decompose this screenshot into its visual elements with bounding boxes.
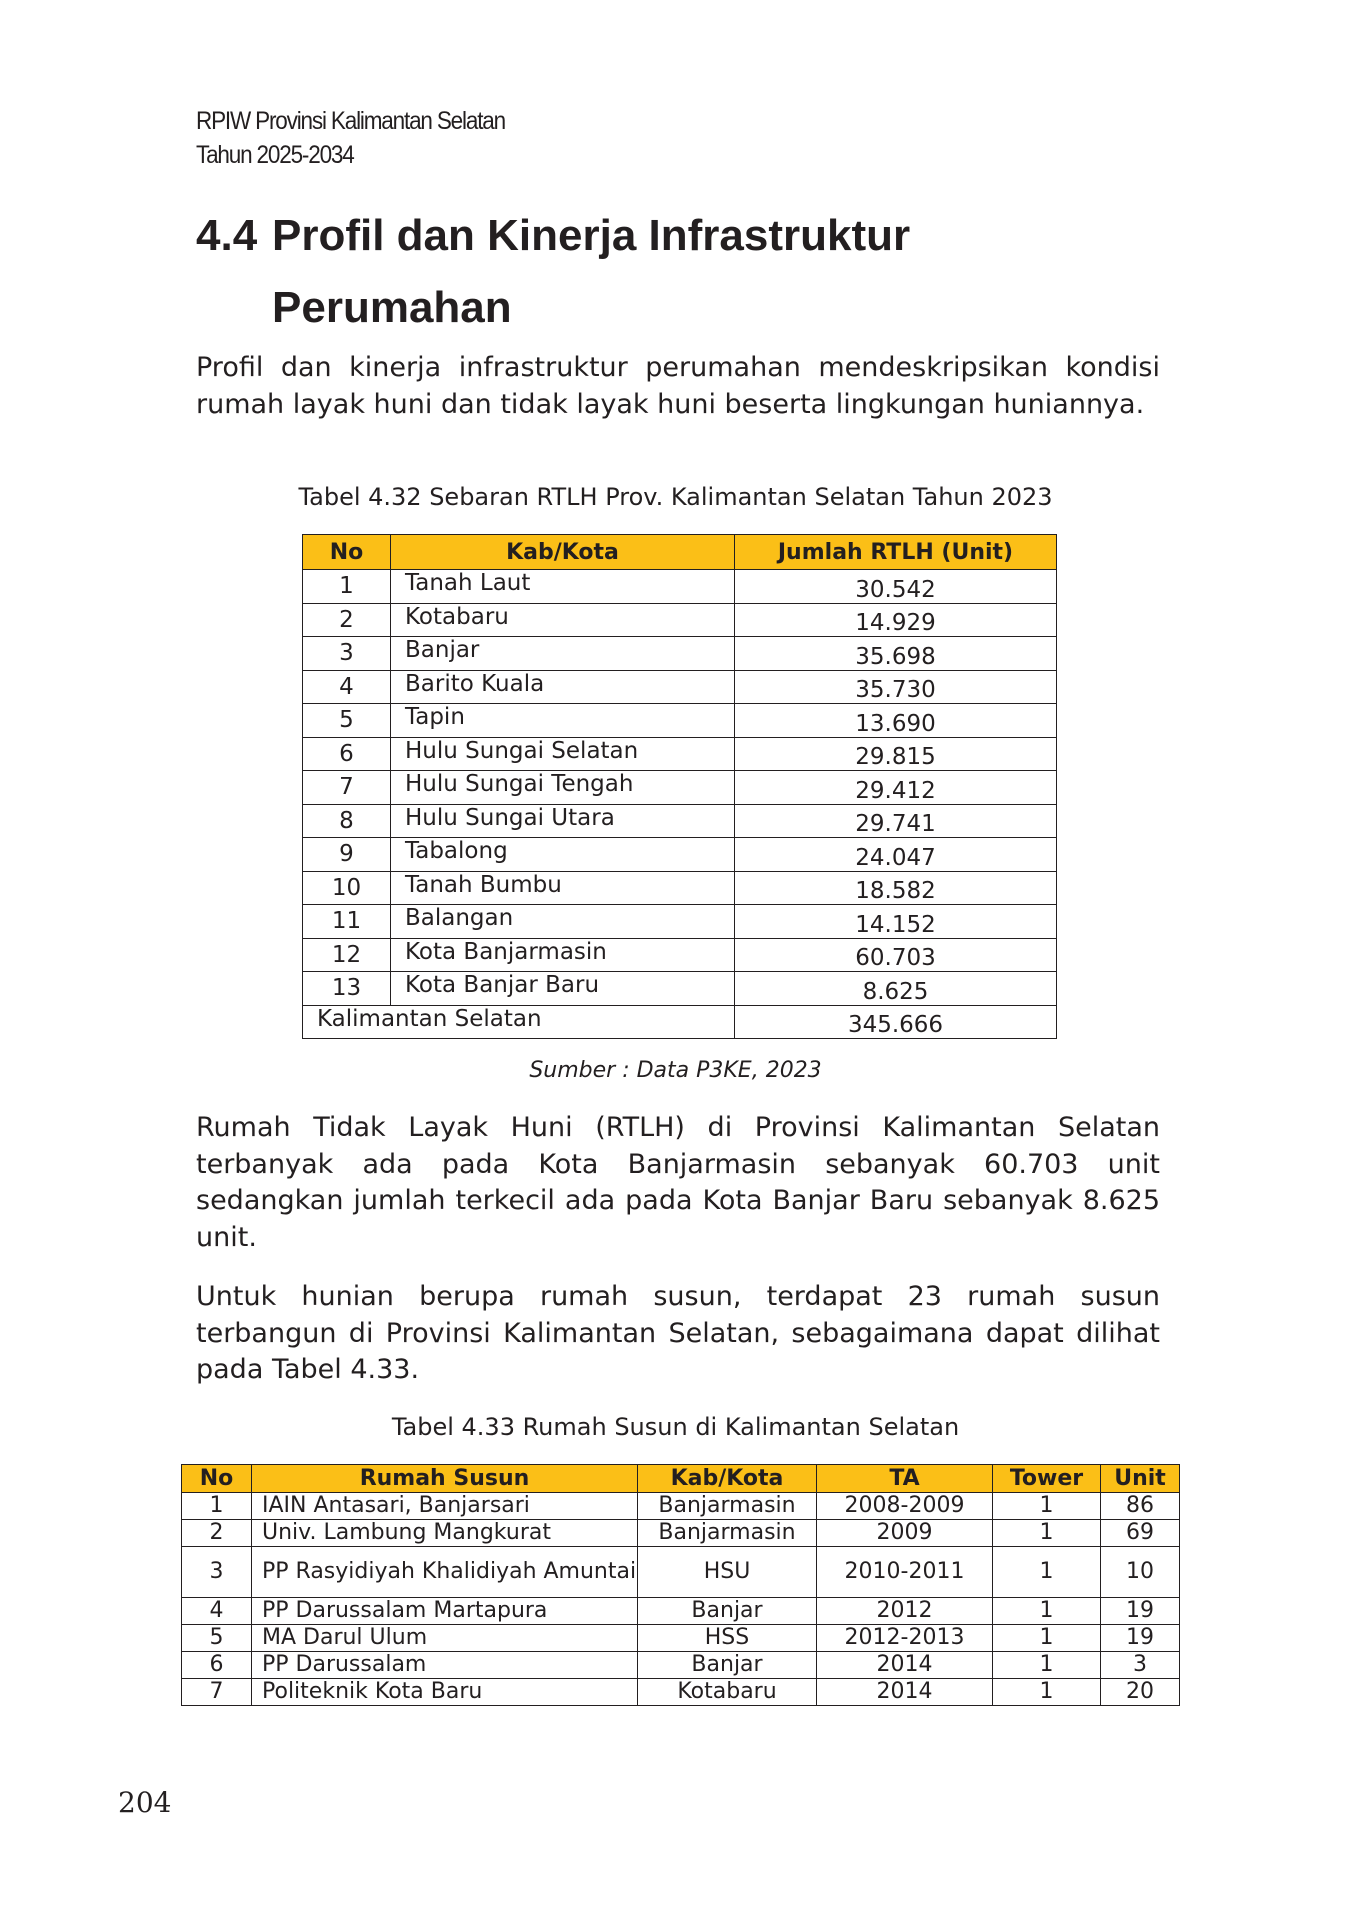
table-row <box>182 1652 1180 1679</box>
cell-rumah-susun: PP Darussalam Martapura <box>252 1598 638 1625</box>
cell-no: 2 <box>303 603 391 637</box>
col-header-kab-kota: Kab/Kota <box>391 535 735 570</box>
table-row <box>182 1625 1180 1652</box>
cell-ta: 2014 <box>817 1679 993 1706</box>
cell-kab-kota: Tabalong <box>391 838 735 872</box>
table-row <box>303 570 1057 604</box>
table-row <box>303 704 1057 738</box>
table-4-32-caption: Tabel 4.32 Sebaran RTLH Prov. Kalimantan Selatan Tahun 2023 <box>298 483 1053 511</box>
cell-jumlah: 29.412 <box>735 771 1057 805</box>
cell-kab-kota: Tapin <box>391 704 735 738</box>
rtlh-summary-paragraph: Rumah Tidak Layak Huni (RTLH) di Provinsi Kalimantan Selatan terbanyak ada pada Kota Banjarmasin sebanyak 60.703 unit sedangkan jumlah terkecil ada pada Kota Banjar Baru sebanyak 8.625 unit. <box>196 1112 1160 1253</box>
cell-no: 10 <box>303 871 391 905</box>
table-header-row <box>182 1465 1180 1493</box>
cell-ta: 2010-2011 <box>817 1547 993 1598</box>
cell-kab-kota: HSS <box>638 1625 817 1652</box>
table-row <box>182 1679 1180 1706</box>
cell-kab-kota: Banjar <box>391 637 735 671</box>
cell-no: 7 <box>182 1679 252 1706</box>
cell-tower: 1 <box>993 1520 1101 1547</box>
cell-ta: 2014 <box>817 1652 993 1679</box>
col-header-no: No <box>182 1465 252 1493</box>
rusun-intro-paragraph: Untuk hunian berupa rumah susun, terdapat 23 rumah susun terbangun di Provinsi Kalimantan Selatan, sebagaimana dapat dilihat pada Tabel 4.33. <box>196 1281 1160 1385</box>
col-header-rumah-susun: Rumah Susun <box>252 1465 638 1493</box>
cell-unit: 19 <box>1101 1598 1180 1625</box>
cell-kab-kota: HSU <box>638 1547 817 1598</box>
total-value: 345.666 <box>735 1005 1057 1039</box>
table-row <box>303 670 1057 704</box>
table-row <box>182 1598 1180 1625</box>
cell-kab-kota: Kota Banjarmasin <box>391 938 735 972</box>
cell-no: 7 <box>303 771 391 805</box>
cell-rumah-susun: Politeknik Kota Baru <box>252 1679 638 1706</box>
cell-tower: 1 <box>993 1652 1101 1679</box>
cell-ta: 2009 <box>817 1520 993 1547</box>
table-row <box>303 637 1057 671</box>
page-number: 204 <box>118 1786 172 1819</box>
table-row <box>303 938 1057 972</box>
cell-no: 6 <box>182 1652 252 1679</box>
cell-kab-kota: Tanah Laut <box>391 570 735 604</box>
intro-paragraph: Profil dan kinerja infrastruktur perumahan mendeskripsikan kondisi rumah layak huni dan tidak layak huni beserta lingkungan huniannya. <box>196 352 1160 420</box>
table-total-row <box>303 1005 1057 1039</box>
table-row <box>182 1520 1180 1547</box>
cell-kab-kota: Banjarmasin <box>638 1493 817 1520</box>
cell-no: 9 <box>303 838 391 872</box>
running-header <box>196 104 505 172</box>
cell-rumah-susun: MA Darul Ulum <box>252 1625 638 1652</box>
rusun-table <box>181 1464 1180 1706</box>
cell-no: 4 <box>303 670 391 704</box>
cell-jumlah: 29.741 <box>735 804 1057 838</box>
cell-no: 3 <box>303 637 391 671</box>
cell-unit: 19 <box>1101 1625 1180 1652</box>
cell-no: 11 <box>303 905 391 939</box>
cell-no: 5 <box>303 704 391 738</box>
cell-kab-kota: Banjar <box>638 1598 817 1625</box>
cell-no: 12 <box>303 938 391 972</box>
cell-no: 8 <box>303 804 391 838</box>
table-row <box>182 1547 1180 1598</box>
cell-ta: 2012 <box>817 1598 993 1625</box>
cell-kab-kota: Balangan <box>391 905 735 939</box>
cell-kab-kota: Kotabaru <box>638 1679 817 1706</box>
total-label: Kalimantan Selatan <box>303 1005 735 1039</box>
cell-no: 3 <box>182 1547 252 1598</box>
table-row <box>303 871 1057 905</box>
cell-kab-kota: Barito Kuala <box>391 670 735 704</box>
cell-kab-kota: Hulu Sungai Tengah <box>391 771 735 805</box>
cell-jumlah: 24.047 <box>735 838 1057 872</box>
cell-jumlah: 14.929 <box>735 603 1057 637</box>
section-title-line1: Profil dan Kinerja Infrastruktur <box>272 211 911 260</box>
section-heading <box>196 200 1156 344</box>
cell-kab-kota: Banjarmasin <box>638 1520 817 1547</box>
col-header-jumlah-rtlh: Jumlah RTLH (Unit) <box>735 535 1057 570</box>
cell-unit: 3 <box>1101 1652 1180 1679</box>
cell-rumah-susun: PP Rasyidiyah Khalidiyah Amuntai <box>252 1547 638 1598</box>
cell-kab-kota: Hulu Sungai Utara <box>391 804 735 838</box>
cell-tower: 1 <box>993 1598 1101 1625</box>
cell-no: 1 <box>303 570 391 604</box>
cell-unit: 20 <box>1101 1679 1180 1706</box>
cell-jumlah: 13.690 <box>735 704 1057 738</box>
table-row <box>303 771 1057 805</box>
cell-no: 5 <box>182 1625 252 1652</box>
table-row <box>303 838 1057 872</box>
rtlh-table <box>302 534 1057 1039</box>
cell-unit: 10 <box>1101 1547 1180 1598</box>
cell-ta: 2008-2009 <box>817 1493 993 1520</box>
table-4-33-caption: Tabel 4.33 Rumah Susun di Kalimantan Selatan <box>391 1413 960 1441</box>
cell-jumlah: 29.815 <box>735 737 1057 771</box>
cell-jumlah: 14.152 <box>735 905 1057 939</box>
cell-kab-kota: Banjar <box>638 1652 817 1679</box>
header-years: Tahun 2025-2034 <box>196 141 354 169</box>
section-title-line2: Perumahan <box>272 283 512 332</box>
cell-jumlah: 18.582 <box>735 871 1057 905</box>
table-row <box>303 972 1057 1006</box>
cell-tower: 1 <box>993 1493 1101 1520</box>
cell-rumah-susun: IAIN Antasari, Banjarsari <box>252 1493 638 1520</box>
cell-jumlah: 35.698 <box>735 637 1057 671</box>
cell-kab-kota: Kotabaru <box>391 603 735 637</box>
cell-unit: 69 <box>1101 1520 1180 1547</box>
col-header-unit: Unit <box>1101 1465 1180 1493</box>
cell-rumah-susun: PP Darussalam <box>252 1652 638 1679</box>
col-header-tower: Tower <box>993 1465 1101 1493</box>
cell-no: 13 <box>303 972 391 1006</box>
col-header-no: No <box>303 535 391 570</box>
col-header-kab-kota: Kab/Kota <box>638 1465 817 1493</box>
cell-tower: 1 <box>993 1547 1101 1598</box>
cell-no: 2 <box>182 1520 252 1547</box>
cell-no: 1 <box>182 1493 252 1520</box>
table-row <box>303 603 1057 637</box>
cell-jumlah: 60.703 <box>735 938 1057 972</box>
cell-unit: 86 <box>1101 1493 1180 1520</box>
table-row <box>303 804 1057 838</box>
table-row <box>303 737 1057 771</box>
cell-jumlah: 30.542 <box>735 570 1057 604</box>
section-number: 4.4 <box>196 211 258 260</box>
cell-kab-kota: Tanah Bumbu <box>391 871 735 905</box>
cell-jumlah: 8.625 <box>735 972 1057 1006</box>
cell-no: 4 <box>182 1598 252 1625</box>
header-title: RPIW Provinsi Kalimantan Selatan <box>196 107 505 135</box>
col-header-ta: TA <box>817 1465 993 1493</box>
cell-ta: 2012-2013 <box>817 1625 993 1652</box>
cell-kab-kota: Kota Banjar Baru <box>391 972 735 1006</box>
table-row <box>303 905 1057 939</box>
cell-tower: 1 <box>993 1679 1101 1706</box>
table-4-32-source: Sumber : Data P3KE, 2023 <box>529 1058 822 1083</box>
cell-tower: 1 <box>993 1625 1101 1652</box>
cell-jumlah: 35.730 <box>735 670 1057 704</box>
table-header-row <box>303 535 1057 570</box>
cell-no: 6 <box>303 737 391 771</box>
table-row <box>182 1493 1180 1520</box>
cell-kab-kota: Hulu Sungai Selatan <box>391 737 735 771</box>
cell-rumah-susun: Univ. Lambung Mangkurat <box>252 1520 638 1547</box>
